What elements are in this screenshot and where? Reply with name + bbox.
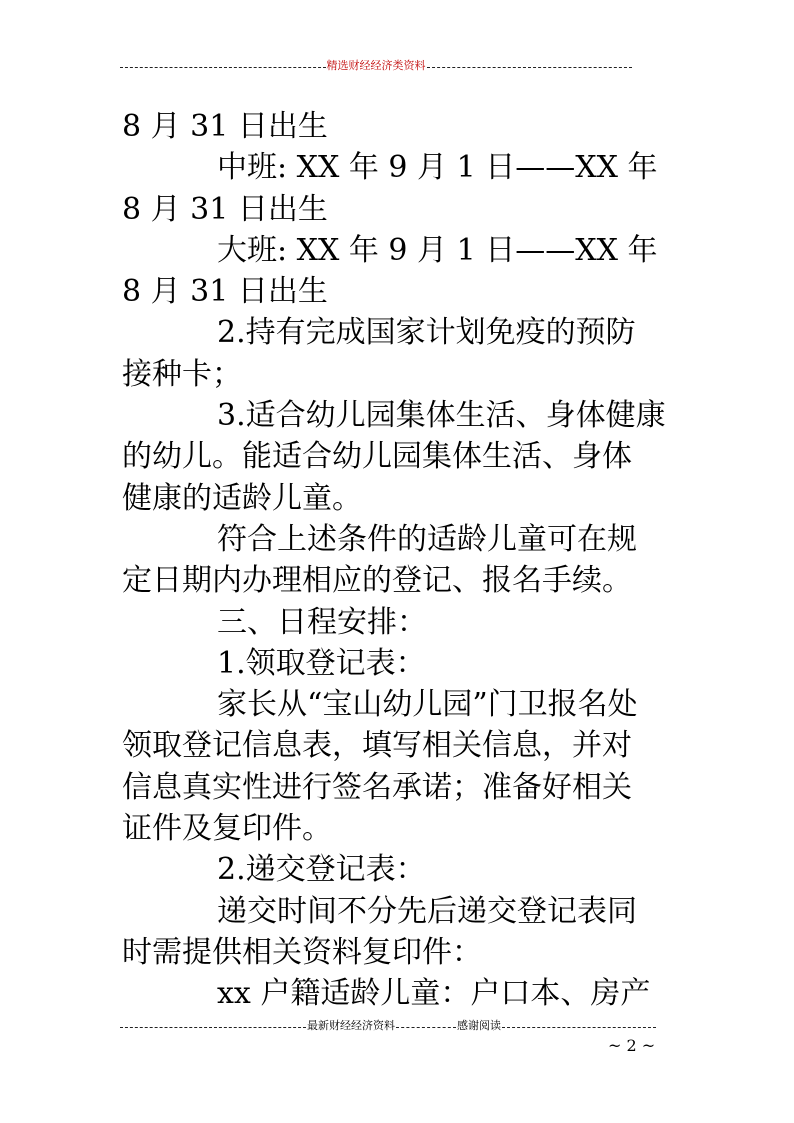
body-line: 8 月 31 日出生	[122, 109, 328, 144]
body-line: 接种卡；	[122, 356, 242, 392]
header-dashes-left	[120, 67, 326, 68]
body-line: 2.持有完成国家计划免疫的预防	[217, 315, 636, 351]
footer-dashes-middle	[396, 1027, 456, 1028]
footer-dashes-right	[502, 1027, 656, 1028]
header-divider	[120, 60, 632, 72]
page-number: ~ 2 ~	[608, 1036, 656, 1055]
body-line: 领取登记信息表，填写相关信息，并对	[122, 728, 632, 764]
header-caption: 精选财经经济类资料	[326, 59, 426, 72]
body-line: 符合上述条件的适龄儿童可在规	[217, 521, 637, 557]
body-line: 8 月 31 日出生	[122, 191, 328, 227]
footer-caption-left: 最新财经经济资料	[307, 1019, 395, 1032]
body-line: 定日期内办理相应的登记、报名手续。	[122, 563, 632, 599]
body-line: 信息真实性进行签名承诺；准备好相关	[122, 769, 632, 805]
footer-divider	[120, 1020, 656, 1032]
body-line: 3.适合幼儿园集体生活、身体健康	[217, 398, 666, 434]
header-dashes-right	[427, 67, 633, 68]
body-line: 大班: XX 年 9 月 1 日——XX 年	[217, 232, 658, 268]
section-heading: 三、日程安排：	[217, 604, 427, 640]
body-line: 时需提供相关资料复印件：	[122, 934, 482, 970]
subsection-heading: 1.领取登记表：	[217, 645, 426, 681]
document-body	[122, 106, 678, 1015]
body-line: 健康的适龄儿童。	[122, 480, 362, 516]
body-line: 中班: XX 年 9 月 1 日——XX 年	[217, 150, 658, 186]
body-line: 递交时间不分先后递交登记表同	[217, 893, 637, 929]
footer-caption-right: 感谢阅读	[457, 1019, 501, 1032]
body-line: 的幼儿。能适合幼儿园集体生活、身体	[122, 439, 632, 475]
subsection-heading: 2.递交登记表：	[217, 852, 426, 888]
footer-dashes-left	[120, 1027, 306, 1028]
body-line: 证件及复印件。	[122, 811, 332, 847]
body-line: 8 月 31 日出生	[122, 274, 328, 310]
body-line: 家长从“宝山幼儿园”门卫报名处	[217, 687, 638, 723]
body-line: xx 户籍适龄儿童：户口本、房产	[217, 976, 651, 1012]
